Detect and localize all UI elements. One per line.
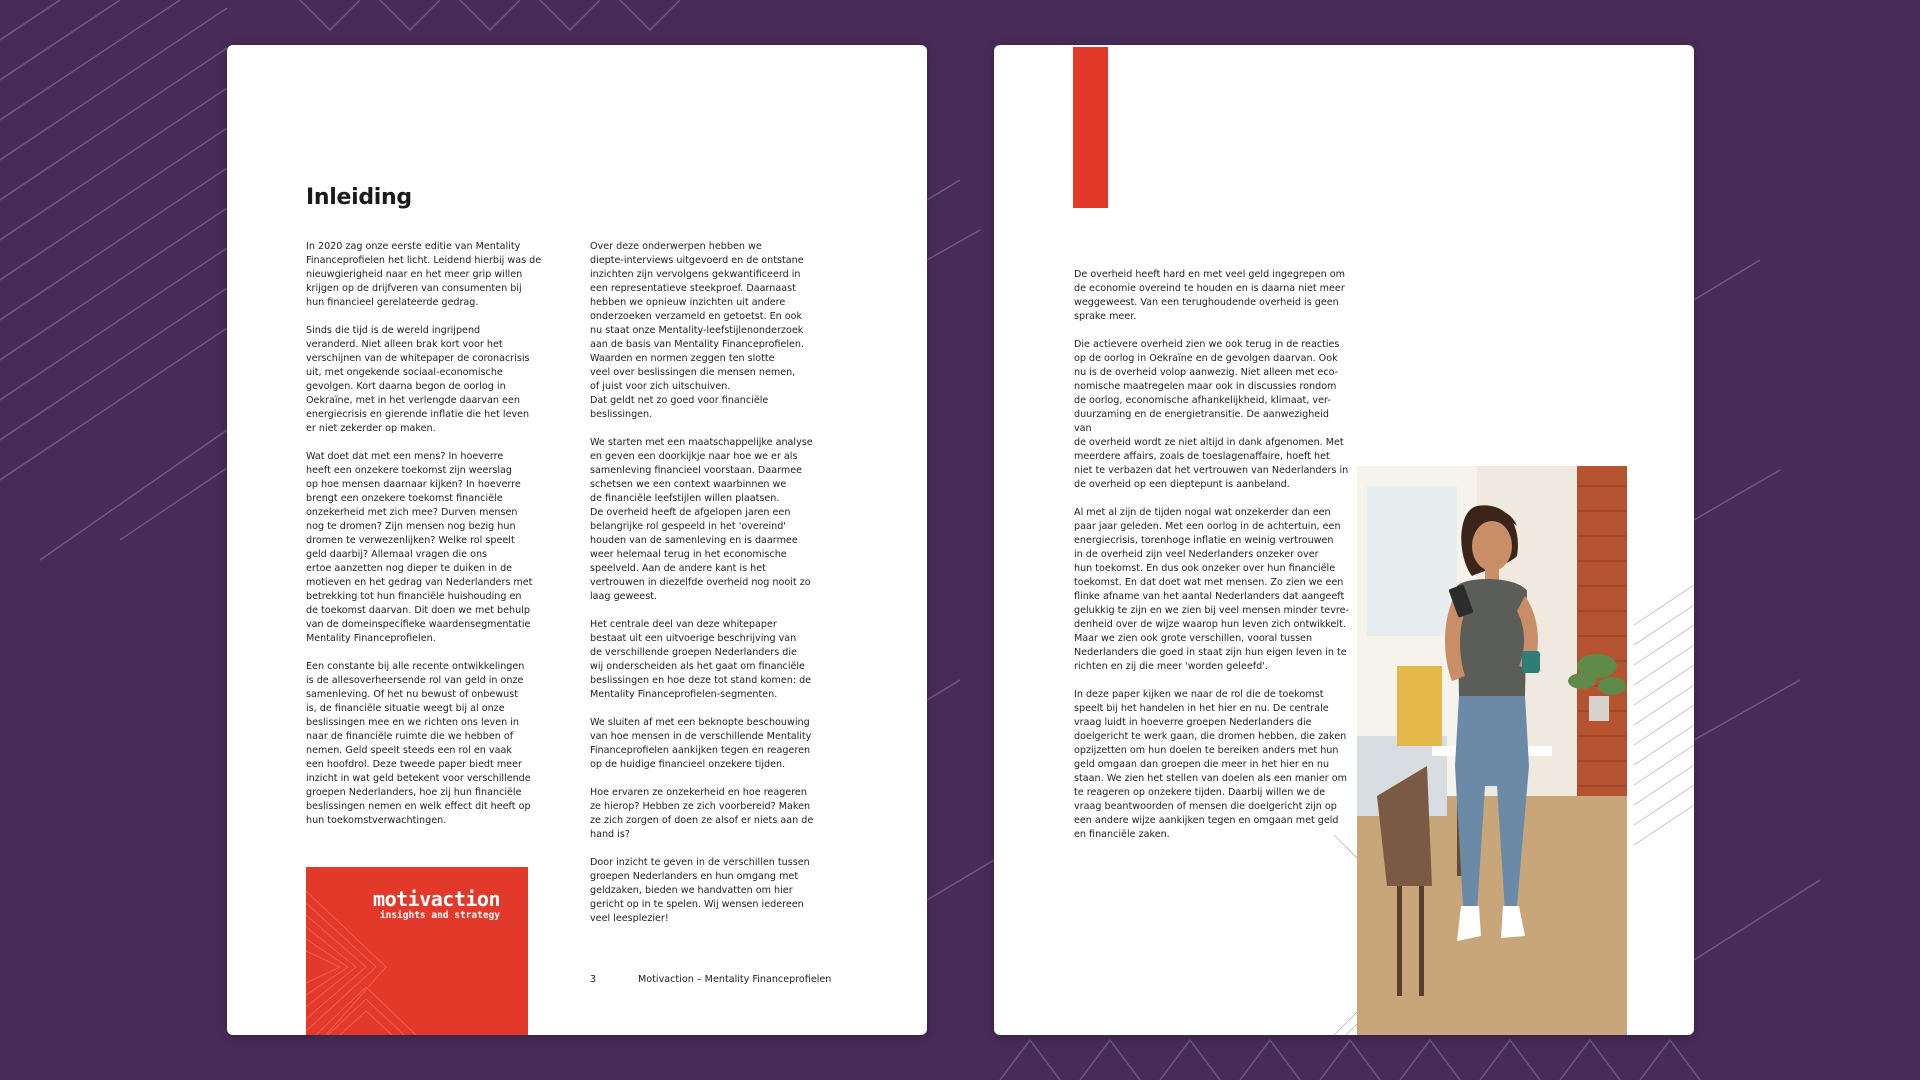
paragraph: Al met al zijn de tijden nogal wat onzekerder dan een paar jaar geleden. Met een oorlog in de achtertuin, een energiecrisis, torenhoge inflatie en weinig vertrouwen in de overheid zijn veel Nederlanders onzeker over hun toekomst. En dus ook onzeker over hun financiële toekomst. En dat doet wat met mensen. Zo zien we een flinke afname van het aantal Nederlanders dat aangeeft gelukkig te zijn en we zien bij veel mensen minder tevre- denheid over de wijze waarop hun leven zich ontwikkelt. Maar we zien ook grote verschillen, vooral tussen Nederlanders die goed in staat zijn hun eigen leven in te richten en zij die meer 'worden geleefd'.: [1074, 507, 1349, 672]
photo-illustration: [1357, 466, 1627, 1035]
paragraph: In 2020 zag onze eerste editie van Mentality Financeprofielen het licht. Leidend hierbij was de nieuwgierigheid naar en het meer grip willen krijgen op de drijfveren van consumenten bij hun financieel gerelateerde gedrag.: [306, 241, 542, 308]
text-column-1: [306, 240, 546, 842]
logo-wordmark: motivaction: [373, 887, 500, 911]
page-heading: Inleiding: [306, 185, 412, 210]
text-column-2: [590, 240, 815, 940]
paragraph: De overheid heeft hard en met veel geld ingegrepen om de economie overeind te houden en is daarna niet meer weggeweest. Van een terughoudende overheid is geen sprake meer.: [1074, 269, 1346, 322]
motivaction-logo-block: [306, 867, 528, 1035]
page-number: 3: [590, 974, 597, 985]
paragraph: We sluiten af met een beknopte beschouwing van hoe mensen in de verschillende Mentality Financeprofielen aankijken tegen en reageren op de huidige financieel onzekere tijden.: [590, 717, 812, 770]
logo-tagline: insights and strategy: [379, 910, 500, 921]
paragraph: Het centrale deel van deze whitepaper bestaat uit een uitvoerige beschrijving van de verschillende groepen Nederlanders die wij onderscheiden als het gaat om financiële beslissingen en hoe deze tot stand komen: de Mentality Financeprofielen-segmenten.: [590, 619, 812, 700]
document-page-left: [227, 45, 927, 1035]
text-column-3: [1074, 268, 1349, 856]
woman-with-phone-photo: [1357, 466, 1627, 1035]
paragraph: Door inzicht te geven in de verschillen tussen groepen Nederlanders en hun omgang met geldzaken, bieden we handvatten om hier gericht op in te spelen. Wij wensen iedereen veel leesplezier!: [590, 857, 810, 924]
paragraph: Een constante bij alle recente ontwikkelingen is de allesoverheersende rol van geld in onze samenleving. Of het nu bewust of onbewust is, de financiële situatie weegt bij al onze beslissingen mee en we richten ons leven in naar de financiële ruimte die we hebben of nemen. Geld speelt steeds een rol en vaak een hoofdrol. Deze tweede paper biedt meer inzicht in wat geld betekent voor verschillende groepen Nederlanders, hoe zij hun financiële beslissingen nemen en welk effect dit heeft op hun toekomstverwachtingen.: [306, 661, 531, 826]
paragraph: We starten met een maatschappelijke analyse en geven een doorkijkje naar hoe we er als samenleving financieel voorstaan. Daarmee schetsen we een context waarbinnen we de financiële leefstijlen willen plaatsen. De overheid heeft de afgelopen jaren een belangrijke rol gespeeld in het 'overeind' houden van de samenleving en is daarmee weer helemaal terug in het economische speelveld. Aan de andere kant is het vertrouwen in diezelfde overheid nog nooit zo laag geweest.: [590, 437, 813, 602]
paragraph: Over deze onderwerpen hebben we diepte-interviews uitgevoerd en de ontstane inzichten zijn vervolgens gekwantificeerd in een representatieve steekproef. Daarnaast hebben we opnieuw inzichten uit andere onderzoeken verzameld en getoetst. En ook nu staat onze Mentality-leefstijlenonderzoek aan de basis van Mentality Financeprofielen. Waarden en normen zeggen ten slotte veel over beslissingen die mensen nemen, of juist voor zich uitschuiven. Dat geldt net zo goed voor financiële beslissingen.: [590, 241, 805, 420]
paragraph: Wat doet dat met een mens? In hoeverre heeft een onzekere toekomst zijn weerslag op hoe mensen daarnaar kijken? In hoeverre brengt een onzekere toekomst financiële onzekerheid met zich mee? Durven mensen nog te dromen? Zijn mensen nog bezig hun dromen te verwezenlijken? Welke rol speelt geld daarbij? Allemaal vragen die ons ertoe aanzetten nog dieper te duiken in de motieven en het gedrag van Nederlanders met betrekking tot hun financiële huishouding en de toekomst daarvan. Dit doen we met behulp van de domeinspecifieke waardensegmentatie Mentality Financeprofielen.: [306, 451, 533, 644]
footer-title: Motivaction – Mentality Financeprofielen: [638, 974, 832, 985]
red-accent-bar: [1073, 47, 1108, 208]
paragraph: Die actievere overheid zien we ook terug in de reacties op de oorlog in Oekraïne en de gevolgen daarvan. Ook nu is de overheid volop aanwezig. Niet alleen met eco- nomische maatregelen maar ook in discussies rondom de oorlog, economische afhankelijkheid, klimaat, ver- duurzaming en de energietransitie. De aanwezigheid van de overheid wordt ze niet altijd in dank afgenomen. Met meerdere affairs, zoals de toeslagenaffaire, hoeft het niet te verbazen dat het vertrouwen van Nederlanders in de overheid op een dieptepunt is aanbeland.: [1074, 339, 1349, 490]
paragraph: In deze paper kijken we naar de rol die de toekomst speelt bij het handelen in het hier en nu. De centrale vraag luidt in hoeverre groepen Nederlanders die doelgericht te werk gaan, die dromen hebben, die zaken opzijzetten om hun doelen te bereiken anders met hun geld omgaan dan groepen die meer in het hier en nu staan. We zien het stellen van doelen als een manier om te reageren op onzekere tijden. Daarbij willen we de vraag beantwoorden of mensen die doelgericht zijn op een andere wijze aankijken tegen en omgaan met geld en financiële zaken.: [1074, 689, 1347, 840]
paragraph: Sinds die tijd is de wereld ingrijpend veranderd. Niet alleen brak kort voor het verschijnen van de whitepaper de coronacrisis uit, met ongekende sociaal-economische gevolgen. Kort daarna begon de oorlog in Oekraïne, met in het verlengde daarvan een energiecrisis en gierende inflatie die het leven er niet zekerder op maken.: [306, 325, 530, 434]
document-page-right: [994, 45, 1694, 1035]
paragraph: Hoe ervaren ze onzekerheid en hoe reageren ze hierop? Hebben ze zich voorbereid? Maken ze zich zorgen of doen ze alsof er niets aan de hand is?: [590, 787, 814, 840]
